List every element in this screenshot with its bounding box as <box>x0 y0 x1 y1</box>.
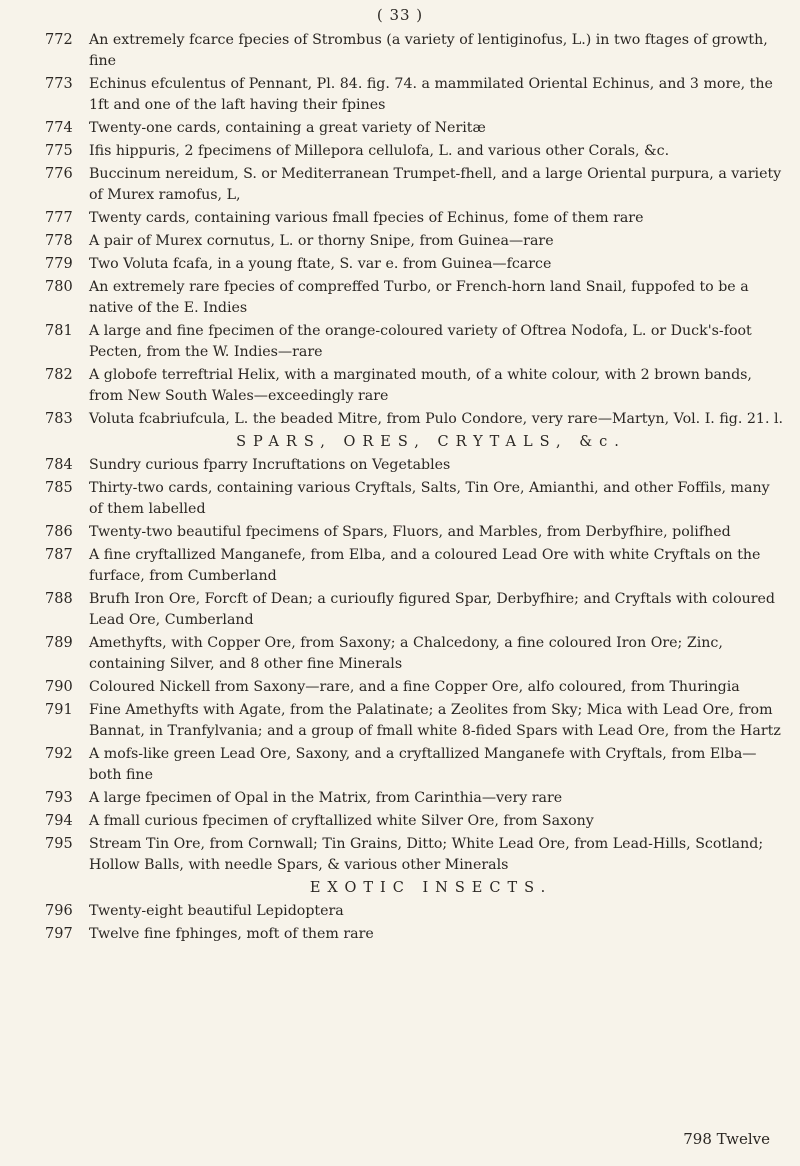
lot-entry <box>45 365 787 407</box>
lot-number: 772 <box>45 32 73 48</box>
lot-number: 776 <box>45 166 73 182</box>
lot-number: 796 <box>45 903 73 919</box>
lot-number: 778 <box>45 233 73 249</box>
lot-description: A fmall curious fpecimen of cryftallized white Silver Ore, from Saxony <box>89 813 594 829</box>
lot-number: 779 <box>45 256 73 272</box>
lot-entry <box>45 901 787 922</box>
lot-description: Stream Tin Ore, from Cornwall; Tin Grains, Ditto; White Lead Ore, from Lead-Hills, Scotland; Hollow Balls, with needle Spars, & various other Minerals <box>89 836 764 873</box>
page-number: ( 33 ) <box>376 6 424 24</box>
lot-entry <box>45 164 787 206</box>
lot-description: A globofe terreftrial Helix, with a marginated mouth, of a white colour, with 2 brown bands, from New South Wales—exceedingly rare <box>89 367 752 404</box>
lot-description: A pair of Murex cornutus, L. or thorny Snipe, from Guinea—rare <box>89 233 554 249</box>
lot-number: 788 <box>45 591 73 607</box>
lot-entry <box>45 277 787 319</box>
lot-description: A large and fine fpecimen of the orange-coloured variety of Oftrea Nodofa, L. or Duck's-foot Pecten, from the W. Indies—rare <box>89 323 752 360</box>
lot-entry <box>45 677 787 698</box>
lot-entry <box>45 409 787 430</box>
section-heading: SPARS, ORES, CRYTALS, &c. <box>236 434 626 450</box>
lot-number: 787 <box>45 547 73 563</box>
lot-number: 773 <box>45 76 73 92</box>
lot-description: Echinus efculentus of Pennant, Pl. 84. fig. 74. a mammilated Oriental Echinus, and 3 more, the 1ft and one of the laft having their fpines <box>89 76 773 113</box>
lot-description: Twenty-one cards, containing a great variety of Neritæ <box>89 120 486 136</box>
lot-entry <box>45 788 787 809</box>
lot-number: 794 <box>45 813 73 829</box>
lot-description: Brufh Iron Ore, Forcft of Dean; a curioufly figured Spar, Derbyfhire; and Cryftals with coloured Lead Ore, Cumberland <box>89 591 776 628</box>
lot-description: Twenty-two beautiful fpecimens of Spars, Fluors, and Marbles, from Derbyfhire, polifhed <box>89 524 731 540</box>
lot-number: 774 <box>45 120 73 136</box>
lot-description: Coloured Nickell from Saxony—rare, and a fine Copper Ore, alfo coloured, from Thuringia <box>89 679 740 695</box>
lot-description: A fine cryftallized Manganefe, from Elba, and a coloured Lead Ore with white Cryftals on the furface, from Cumberland <box>89 547 761 584</box>
lot-number: 789 <box>45 635 73 651</box>
lot-entry <box>45 744 787 786</box>
lot-description: A large fpecimen of Opal in the Matrix, from Carinthia—very rare <box>89 790 563 806</box>
lot-number: 780 <box>45 279 73 295</box>
lot-entry <box>45 231 787 252</box>
lot-number: 782 <box>45 367 73 383</box>
lot-number: 790 <box>45 679 73 695</box>
lot-description: Twenty-eight beautiful Lepidoptera <box>89 903 344 919</box>
lot-description: Thirty-two cards, containing various Cryftals, Salts, Tin Ore, Amianthi, and other Foffils, many of them labelled <box>89 480 770 517</box>
lot-description: Twenty cards, containing various fmall fpecies of Echinus, fome of them rare <box>89 210 644 226</box>
lot-entry <box>45 522 787 543</box>
lot-number: 783 <box>45 411 73 427</box>
lot-number: 785 <box>45 480 73 496</box>
lot-description: An extremely fcarce fpecies of Strombus (a variety of lentiginofus, L.) in two ftages of growth, fine <box>89 32 768 69</box>
lot-number: 791 <box>45 702 73 718</box>
lot-description: Ifis hippuris, 2 fpecimens of Millepora cellulofa, L. and various other Corals, &c. <box>89 143 670 159</box>
lot-entry <box>45 74 787 116</box>
lot-entry <box>45 254 787 275</box>
lot-entry <box>45 545 787 587</box>
lot-description: Sundry curious fparry Incruftations on Vegetables <box>89 457 451 473</box>
lot-entry <box>45 208 787 229</box>
entries-list <box>45 30 787 947</box>
lot-number: 797 <box>45 926 73 942</box>
lot-entry <box>45 633 787 675</box>
lot-number: 795 <box>45 836 73 852</box>
lot-description: Buccinum nereidum, S. or Mediterranean Trumpet-fhell, and a large Oriental purpura, a variety of Murex ramofus, L, <box>89 166 782 203</box>
lot-entry <box>45 834 787 876</box>
lot-description: Fine Amethyfts with Agate, from the Palatinate; a Zeolites from Sky; Mica with Lead Ore, from Bannat, in Tranfylvania; and a group of fmall white 8-fided Spars with Lead Ore, from the Hartz <box>89 702 781 739</box>
lot-number: 792 <box>45 746 73 762</box>
catchword: 798 Twelve <box>683 1130 770 1148</box>
lot-entry <box>45 924 787 945</box>
lot-description: Twelve fine fphinges, moft of them rare <box>89 926 374 942</box>
lot-entry <box>45 811 787 832</box>
lot-description: Two Voluta fcafa, in a young ftate, S. var e. from Guinea—fcarce <box>89 256 552 272</box>
lot-description: An extremely rare fpecies of compreffed Turbo, or French-horn land Snail, fuppofed to be a native of the E. Indies <box>89 279 749 316</box>
lot-entry <box>45 141 787 162</box>
lot-number: 775 <box>45 143 73 159</box>
section-heading: EXOTIC INSECTS. <box>309 880 553 896</box>
lot-description: Amethyfts, with Copper Ore, from Saxony; a Chalcedony, a fine coloured Iron Ore; Zinc, containing Silver, and 8 other fine Minerals <box>89 635 723 672</box>
lot-entry <box>45 118 787 139</box>
lot-number: 781 <box>45 323 73 339</box>
lot-number: 777 <box>45 210 73 226</box>
lot-number: 784 <box>45 457 73 473</box>
lot-entry <box>45 589 787 631</box>
lot-entry <box>45 478 787 520</box>
lot-entry <box>45 700 787 742</box>
lot-description: A mofs-like green Lead Ore, Saxony, and a cryftallized Manganefe with Cryftals, from Elba—both fine <box>89 746 757 783</box>
lot-number: 786 <box>45 524 73 540</box>
lot-number: 793 <box>45 790 73 806</box>
lot-entry <box>45 30 787 72</box>
lot-description: Voluta fcabriufcula, L. the beaded Mitre, from Pulo Condore, very rare—Martyn, Vol. I. fig. 21. l. <box>89 411 784 427</box>
lot-entry <box>45 321 787 363</box>
lot-entry <box>45 455 787 476</box>
